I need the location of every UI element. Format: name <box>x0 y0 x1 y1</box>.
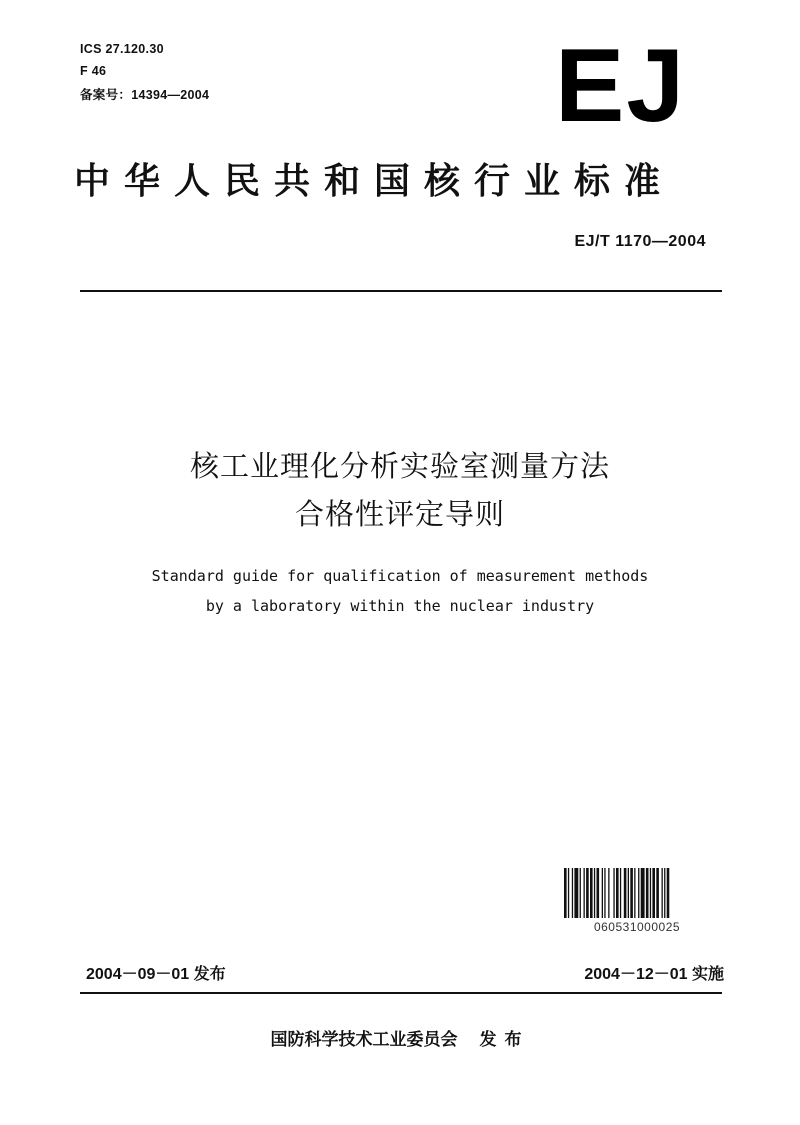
barcode-bar <box>630 868 633 918</box>
issuer <box>0 1025 800 1050</box>
barcode-bar <box>634 868 635 918</box>
english-title-line-1: Standard guide for qualification of measurement methods <box>151 567 649 585</box>
chinese-title-line-2: 合格性评定导则 <box>294 497 505 531</box>
barcode-bar <box>574 868 578 918</box>
barcode-bar <box>667 868 670 918</box>
barcode-bar <box>584 868 585 918</box>
chinese-title-line-1: 核工业理化分析实验室测量方法 <box>189 449 610 483</box>
english-title-line-2: by a laboratory within the nuclear industry <box>205 597 595 615</box>
barcode-bar <box>662 868 663 918</box>
standard-number: EJ/T 1170—2004 <box>574 233 706 250</box>
barcode-bar <box>641 868 645 918</box>
ics-code: ICS 27.120.30 <box>80 42 164 56</box>
barcode-bar <box>590 868 593 918</box>
barcode-bar <box>646 868 649 918</box>
barcode-bar <box>568 868 569 918</box>
barcode-bar <box>594 868 595 918</box>
barcode-bar <box>638 868 639 918</box>
issuer-suffix: 发布 <box>479 1030 530 1050</box>
barcode-number: 060531000025 <box>593 920 681 934</box>
record-number: 备案号：14394—2004 <box>80 88 210 102</box>
implementation-date: 2004－12－01 实施 <box>584 966 724 983</box>
industry-standard-title: 中华人民共和国核行业标准 <box>74 161 675 202</box>
barcode <box>564 868 710 940</box>
barcode-bar <box>652 868 655 918</box>
top-divider <box>80 290 722 292</box>
barcode-bar <box>608 868 609 918</box>
barcode-bar <box>624 868 627 918</box>
barcode-bar <box>620 868 621 918</box>
barcode-bar <box>628 868 629 918</box>
classification-code: F 46 <box>80 64 107 78</box>
barcode-bar <box>664 868 665 918</box>
barcode-bar <box>650 868 651 918</box>
barcode-bars <box>564 868 710 920</box>
bottom-divider <box>80 992 722 994</box>
barcode-bar <box>656 868 659 918</box>
issuer-name: 国防科学技术工业委员会 <box>270 1030 458 1050</box>
barcode-bar <box>564 868 567 918</box>
barcode-bar <box>580 868 581 918</box>
issue-date: 2004－09－01 发布 <box>86 966 226 983</box>
barcode-bar <box>602 868 603 918</box>
barcode-bar <box>604 868 605 918</box>
barcode-bar <box>586 868 589 918</box>
barcode-bar <box>597 868 600 918</box>
barcode-bar <box>613 868 614 918</box>
barcode-bar <box>616 868 619 918</box>
ej-logo: EJ <box>555 28 687 144</box>
barcode-bar <box>572 868 573 918</box>
